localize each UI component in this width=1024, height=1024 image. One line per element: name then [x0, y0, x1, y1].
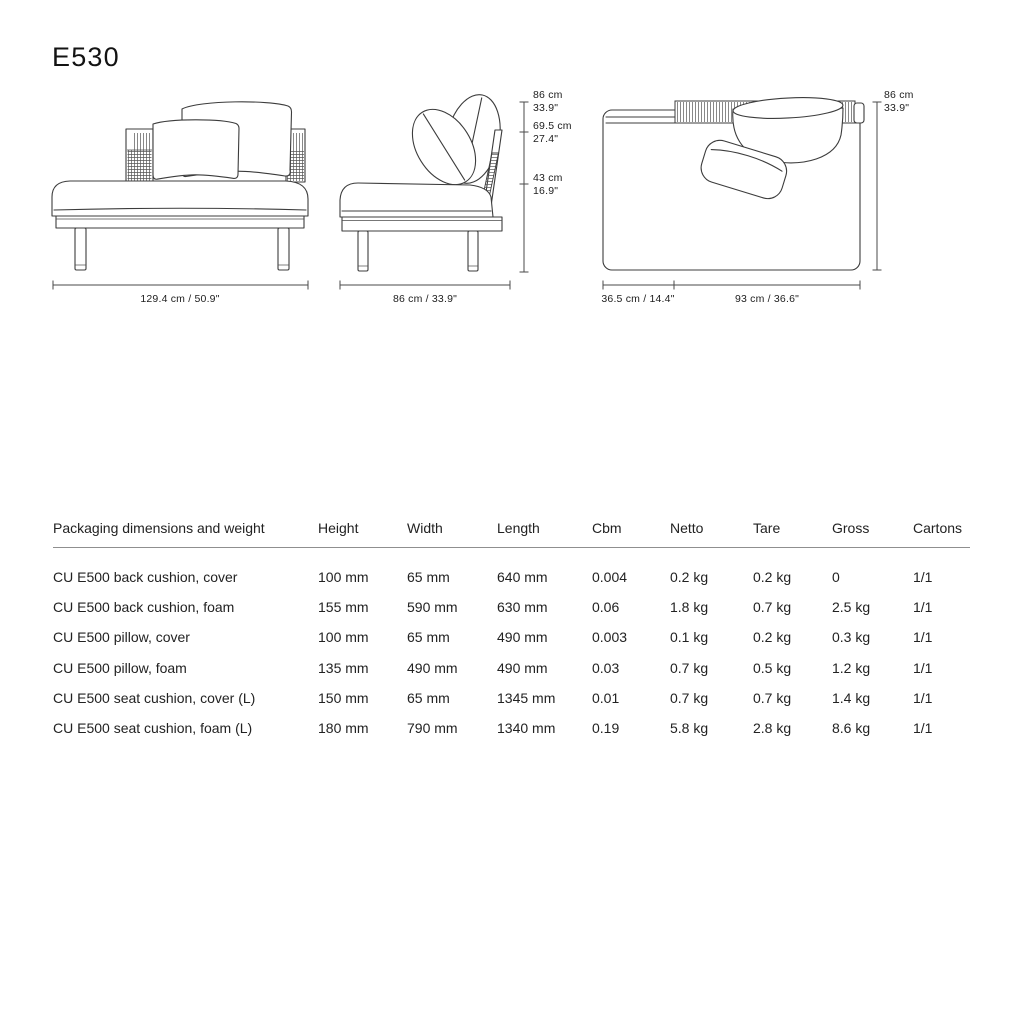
height-value: 100 mm	[318, 629, 369, 646]
item-name: CU E500 pillow, cover	[53, 629, 190, 646]
width-value: 590 mm	[407, 599, 458, 616]
leg	[278, 228, 289, 270]
side-height-dimension	[520, 89, 572, 272]
cartons-value: 1/1	[913, 659, 933, 676]
col-header-width: Width	[407, 520, 443, 536]
top-depth-label: 36.5 cm / 14.4"	[601, 293, 675, 305]
length-value: 490 mm	[497, 629, 548, 646]
table-row	[53, 683, 970, 713]
length-value: 1340 mm	[497, 720, 556, 737]
netto-value: 0.7 kg	[670, 689, 709, 706]
width-value: 65 mm	[407, 689, 450, 706]
table-header-row	[53, 520, 970, 536]
length-value: 490 mm	[497, 659, 548, 676]
table-row	[53, 562, 970, 592]
netto-value: 0.2 kg	[670, 569, 709, 586]
item-name: CU E500 seat cushion, foam (L)	[53, 720, 253, 737]
height-value: 150 mm	[318, 689, 369, 706]
cartons-value: 1/1	[913, 599, 933, 616]
tare-value: 2.8 kg	[753, 720, 792, 737]
cartons-value: 1/1	[913, 689, 933, 706]
netto-value: 0.1 kg	[670, 629, 709, 646]
side-view-drawing	[340, 89, 572, 305]
side-seat-height-in: 16.9"	[533, 185, 559, 197]
side-total-height-cm: 86 cm	[533, 89, 563, 101]
item-name: CU E500 seat cushion, cover (L)	[53, 689, 256, 706]
page-title: E530	[52, 42, 120, 72]
top-height-dimension	[873, 89, 914, 270]
height-value: 155 mm	[318, 599, 369, 616]
cartons-value: 1/1	[913, 629, 933, 646]
cbm-value: 0.03	[592, 659, 620, 676]
table-title: Packaging dimensions and weight	[53, 520, 265, 536]
top-width-label: 93 cm / 36.6"	[734, 293, 800, 305]
table-row	[53, 713, 970, 743]
technical-drawings	[40, 75, 990, 315]
cbm-value: 0.01	[592, 689, 620, 706]
seat-cushion-side	[340, 183, 493, 217]
header-divider	[53, 547, 970, 548]
cbm-value: 0.19	[592, 720, 620, 737]
gross-value: 0	[832, 569, 840, 586]
table-body	[53, 562, 970, 743]
cartons-value: 1/1	[913, 720, 933, 737]
tare-value: 0.2 kg	[753, 629, 792, 646]
table-row	[53, 592, 970, 622]
gross-value: 8.6 kg	[832, 720, 871, 737]
col-header-length: Length	[497, 520, 540, 536]
col-header-height: Height	[318, 520, 359, 536]
side-seat-height-cm: 43 cm	[533, 172, 563, 184]
woven-side-panel-left	[126, 129, 153, 182]
gross-value: 1.2 kg	[832, 659, 871, 676]
leg	[358, 231, 368, 271]
height-value: 100 mm	[318, 569, 369, 586]
top-height-in: 33.9"	[884, 102, 910, 114]
tare-value: 0.7 kg	[753, 689, 792, 706]
top-height-cm: 86 cm	[884, 89, 914, 101]
width-value: 790 mm	[407, 720, 458, 737]
item-name: CU E500 back cushion, foam	[53, 599, 235, 616]
side-total-height-in: 33.9"	[533, 102, 559, 114]
length-value: 640 mm	[497, 569, 548, 586]
side-depth-dimension	[340, 281, 510, 306]
width-value: 65 mm	[407, 629, 450, 646]
item-name: CU E500 back cushion, cover	[53, 569, 238, 586]
front-width-dimension	[53, 281, 308, 306]
col-header-tare: Tare	[753, 520, 781, 536]
gross-value: 1.4 kg	[832, 689, 871, 706]
top-view-drawing	[601, 89, 913, 305]
side-depth-label: 86 cm / 33.9"	[392, 293, 458, 305]
netto-value: 0.7 kg	[670, 659, 709, 676]
col-header-cbm: Cbm	[592, 520, 622, 536]
cartons-value: 1/1	[913, 569, 933, 586]
width-value: 65 mm	[407, 569, 450, 586]
length-value: 1345 mm	[497, 689, 556, 706]
col-header-cartons: Cartons	[913, 520, 963, 536]
side-back-height-cm: 69.5 cm	[533, 120, 572, 132]
table-row	[53, 622, 970, 652]
col-header-netto: Netto	[670, 520, 704, 536]
packaging-table	[53, 520, 970, 743]
netto-value: 1.8 kg	[670, 599, 709, 616]
front-pillow	[153, 120, 239, 179]
cbm-value: 0.06	[592, 599, 620, 616]
front-width-label: 129.4 cm / 50.9"	[140, 293, 220, 305]
seat-base-side	[342, 217, 502, 231]
seat-cushion	[52, 181, 308, 216]
tare-value: 0.2 kg	[753, 569, 792, 586]
gross-value: 2.5 kg	[832, 599, 871, 616]
width-value: 490 mm	[407, 659, 458, 676]
cbm-value: 0.004	[592, 569, 628, 586]
front-view-drawing	[52, 102, 308, 305]
leg	[75, 228, 86, 270]
seat-base	[56, 216, 304, 228]
leg	[468, 231, 478, 271]
tare-value: 0.7 kg	[753, 599, 792, 616]
item-name: CU E500 pillow, foam	[53, 659, 187, 676]
table-row	[53, 653, 970, 683]
length-value: 630 mm	[497, 599, 548, 616]
tare-value: 0.5 kg	[753, 659, 792, 676]
col-header-gross: Gross	[832, 520, 870, 536]
height-value: 135 mm	[318, 659, 369, 676]
side-back-height-in: 27.4"	[533, 133, 559, 145]
cbm-value: 0.003	[592, 629, 628, 646]
top-width-dimension	[601, 281, 860, 306]
gross-value: 0.3 kg	[832, 629, 871, 646]
netto-value: 5.8 kg	[670, 720, 709, 737]
height-value: 180 mm	[318, 720, 369, 737]
